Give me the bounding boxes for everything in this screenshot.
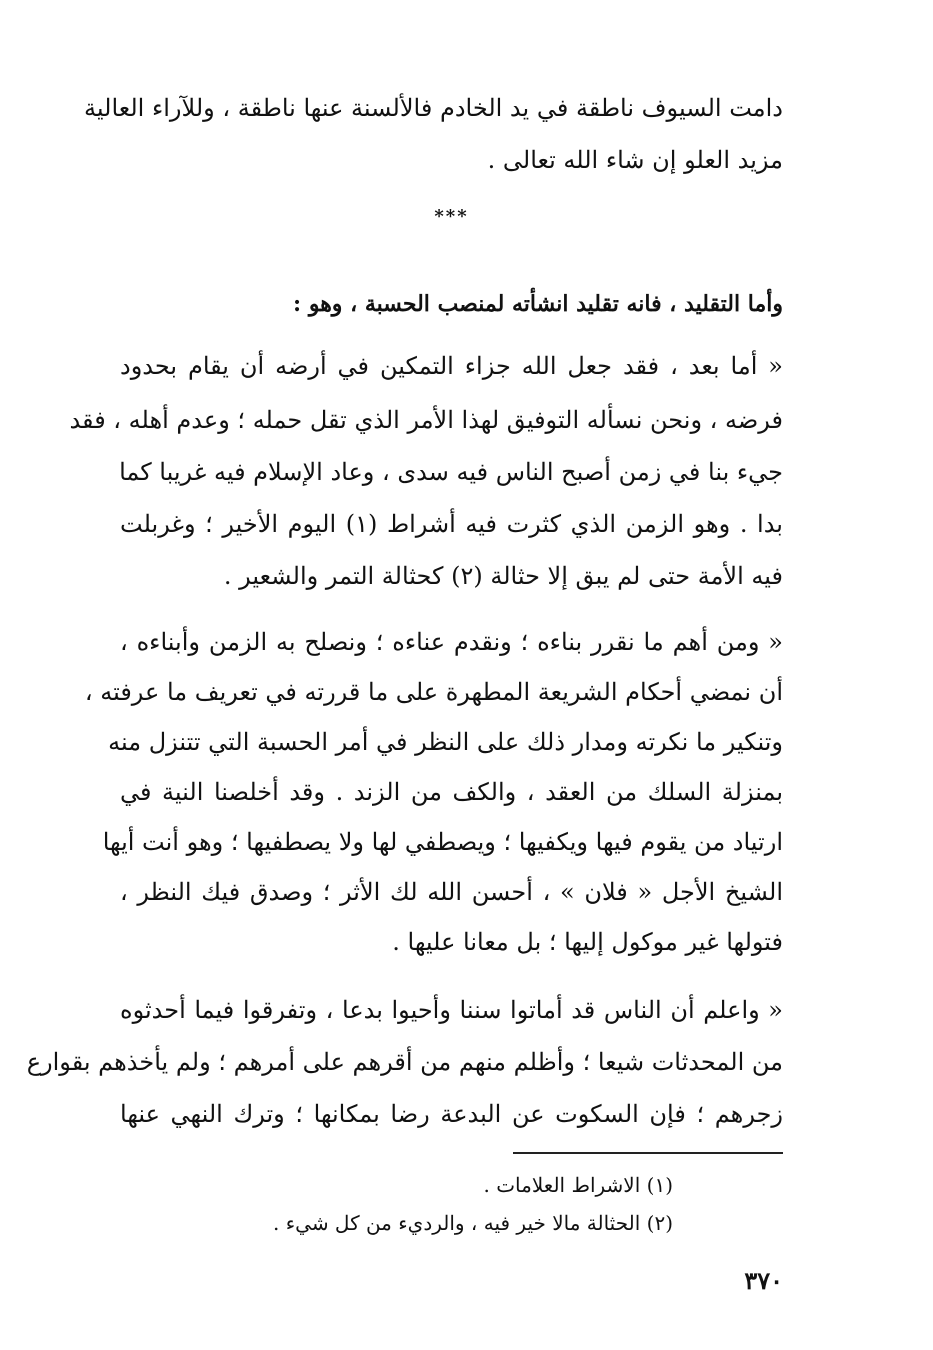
paragraph-2-line-4: بمنزلة السلك من العقد ، والكف من الزند . وقد أخلصنا النية في	[120, 778, 783, 806]
paragraph-1-line-5: فيه الأمة حتى لم يبق إلا حثالة (٢) كحثالة التمر والشعير .	[223, 562, 783, 590]
paragraph-3-line-1: « واعلم أن الناس قد أماتوا سننا وأحيوا بدعا ، وتفرقوا فيما أحدثوه	[120, 996, 783, 1024]
footnote-divider	[513, 1152, 783, 1154]
paragraph-2-line-3: وتنكير ما نكرته ومدار ذلك على النظر في أمر الحسبة التي تتنزل منه	[108, 728, 783, 756]
section-separator: ***	[434, 206, 469, 227]
intro-line-1: دامت السيوف ناطقة في يد الخادم فالألسنة عنها ناطقة ، وللآراء العالية	[84, 94, 783, 122]
paragraph-2-line-1: « ومن أهم ما نقرر بناءه ؛ ونقدم عناءه ؛ ونصلح به الزمن وأبناءه ،	[120, 628, 783, 656]
page-number: ٣٧٠	[744, 1266, 783, 1295]
paragraph-2-line-6: الشيخ الأجل « فلان » ، أحسن الله لك الأثر ؛ وصدق فيك النظر ،	[120, 878, 783, 906]
paragraph-1-line-1: « أما بعد ، فقد جعل الله جزاء التمكين في أرضه أن يقام بحدود	[120, 352, 783, 380]
paragraph-3-line-3: زجرهم ؛ فإن السكوت عن البدعة رضا بمكانها ؛ وترك النهي عنها	[120, 1100, 783, 1128]
footnote-1: (١) الاشراط العلامات .	[483, 1173, 673, 1197]
intro-line-2: مزيد العلو إن شاء الله تعالى .	[487, 146, 783, 174]
footnote-2: (٢) الحثالة مالا خير فيه ، والرديء من كل شيء .	[273, 1211, 673, 1235]
paragraph-3-line-2: من المحدثات شيعا ؛ وأظلم منهم من أقرهم على أمرهم ؛ ولم يأخذهم بقوارع	[26, 1048, 783, 1076]
paragraph-1-line-3: جيء بنا في زمن أصبح الناس فيه سدى ، وعاد الإسلام فيه غريبا كما	[119, 458, 783, 486]
paragraph-2-line-7: فتولها غير موكول إليها ؛ بل معانا عليها .	[392, 928, 783, 956]
paragraph-2-line-5: ارتياد من يقوم فيها ويكفيها ؛ ويصطفي لها ولا يصطفيها ؛ وهو أنت أيها	[102, 828, 783, 856]
section-heading: وأما التقليد ، فانه تقليد انشأته لمنصب الحسبة ، وهو :	[293, 291, 783, 317]
paragraph-2-line-2: أن نمضي أحكام الشريعة المطهرة على ما قررته في تعريف ما عرفته ،	[84, 678, 783, 706]
book-page	[26, 0, 783, 1350]
paragraph-1-line-4: بدا . وهو الزمن الذي كثرت فيه أشراط (١) اليوم الأخير ؛ وغربلت	[120, 510, 783, 538]
paragraph-1-line-2: فرضه ، ونحن نسأله التوفيق لهذا الأمر الذي تقل حمله ؛ وعدم أهله ، فقد	[69, 406, 783, 434]
